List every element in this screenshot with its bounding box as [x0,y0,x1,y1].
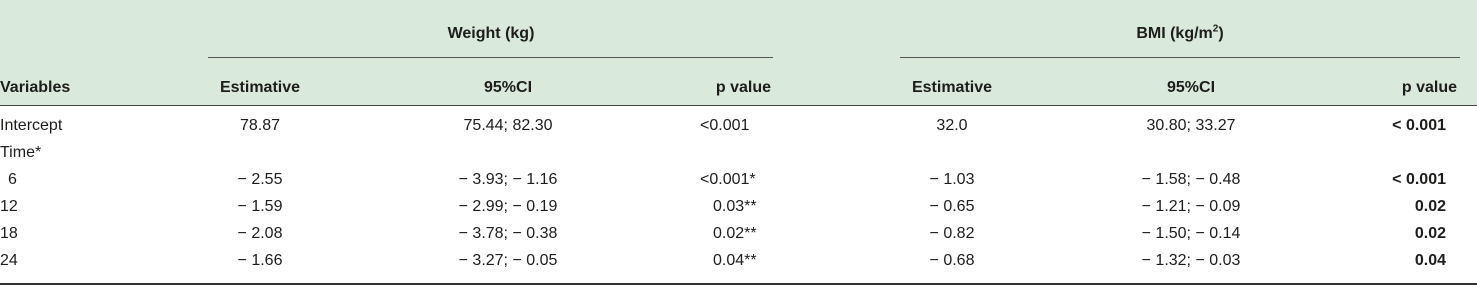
weight-estimative-cell: − 1.66 [237,252,283,269]
row-label: 6 [8,171,17,188]
bmi-estimative-cell: − 0.65 [929,198,975,215]
row-label: Intercept [0,117,63,134]
bmi-p-value-cell: 0.04 [1414,252,1446,269]
weight-p-value-cell: 0.04** [713,252,757,269]
weight-p-value-cell: 0.03** [713,198,757,215]
weight-estimative-cell: − 2.08 [237,225,283,242]
bmi-ci-cell: − 1.21; − 0.09 [1141,198,1241,215]
col-header-bmi-p: p value [1401,79,1457,96]
bmi-group-header: BMI $(kg/m^2)$ [1136,23,1224,42]
bmi-estimative-cell: − 0.68 [929,252,975,269]
header-bottom-rule [0,105,1477,106]
bmi-group-rule [900,57,1460,58]
weight-estimative-cell: − 1.59 [237,198,283,215]
bmi-ci-cell: − 1.32; − 0.03 [1141,252,1241,269]
weight-ci-cell: − 3.78; − 0.38 [458,225,558,242]
bmi-p-value-cell: < 0.001 [1392,117,1446,134]
weight-p-value-cell: 0.02** [713,225,757,242]
weight-estimative-cell: − 2.55 [237,171,283,188]
bmi-estimative-cell: 32.0 [936,117,968,134]
weight-estimative-cell: 78.87 [239,117,281,134]
col-header-variables: Variables [0,79,71,96]
table-bottom-rule [0,283,1477,285]
bmi-p-value-cell: < 0.001 [1392,171,1446,188]
weight-ci-cell: − 2.99; − 0.19 [458,198,558,215]
bmi-p-value-cell: 0.02 [1414,225,1446,242]
col-header-bmi-estimative: Estimative [911,79,993,96]
bmi-ci-cell: − 1.58; − 0.48 [1141,171,1241,188]
bmi-estimative-cell: − 0.82 [929,225,975,242]
weight-group-rule [208,57,773,58]
weight-ci-cell: 75.44; 82.30 [463,117,553,134]
bmi-estimative-cell: − 1.03 [929,171,975,188]
col-header-weight-p: p value [715,79,771,96]
weight-ci-cell: − 3.27; − 0.05 [458,252,558,269]
bmi-ci-cell: 30.80; 33.27 [1146,117,1236,134]
row-label: Time* [0,144,42,161]
col-header-bmi-ci: 95%CI [1166,79,1216,96]
col-header-weight-estimative: Estimative [219,79,301,96]
weight-group-header: Weight (kg) [447,25,535,42]
bmi-p-value-cell: 0.02 [1414,198,1446,215]
weight-p-value-cell: <0.001* [700,171,756,188]
row-label: 18 [0,225,18,242]
weight-p-value-cell: <0.001 [700,117,750,134]
row-label: 24 [0,252,18,269]
bmi-ci-cell: − 1.50; − 0.14 [1141,225,1241,242]
weight-ci-cell: − 3.93; − 1.16 [458,171,558,188]
row-label: 12 [0,198,18,215]
col-header-weight-ci: 95%CI [483,79,533,96]
